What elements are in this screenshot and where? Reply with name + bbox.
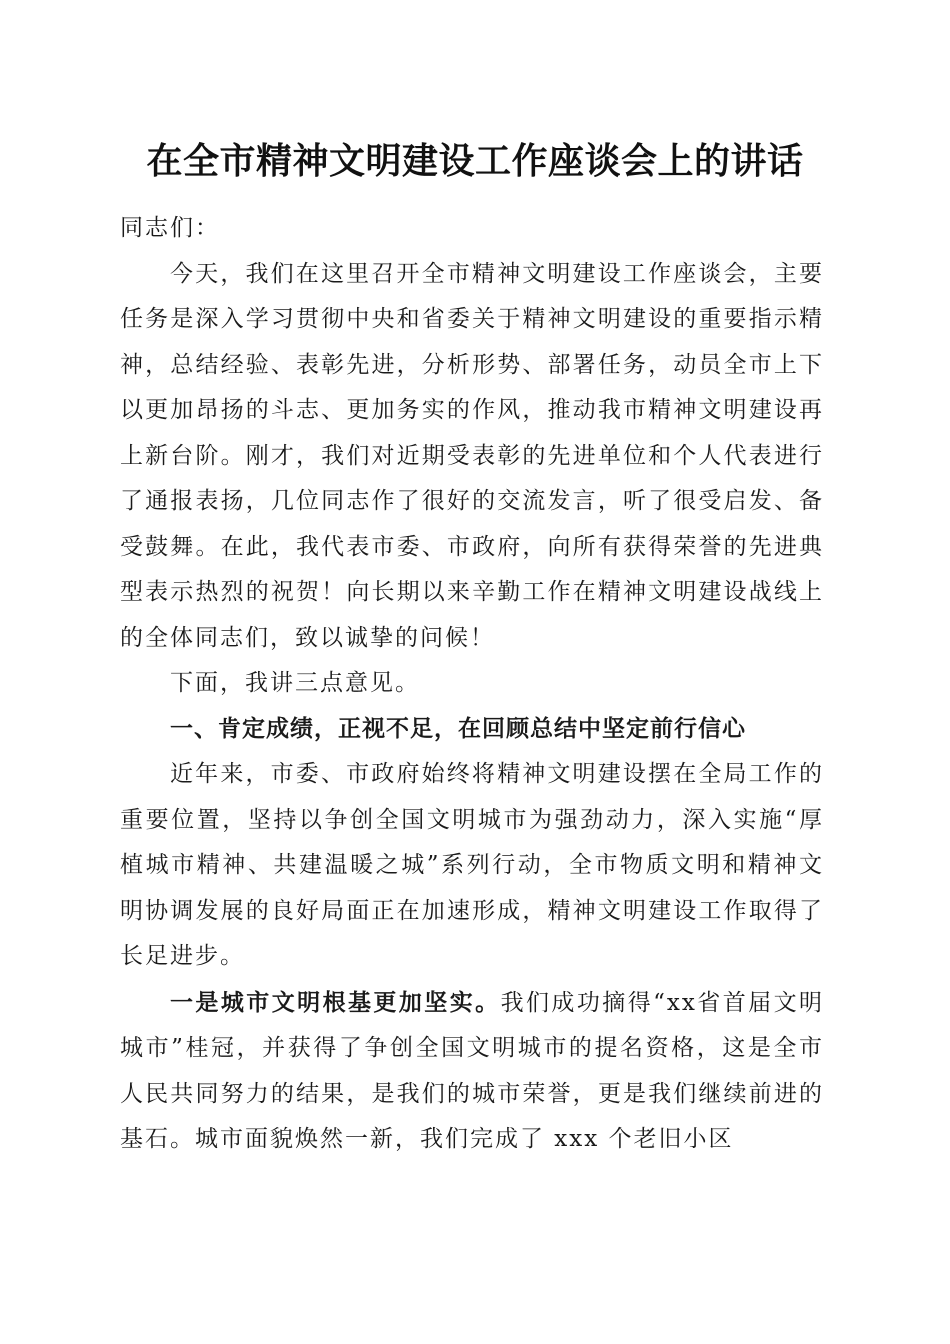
paragraph-review: 近年来，市委、市政府始终将精神文明建设摆在全局工作的重要位置，坚持以争创全国文明城市为强劲动力，深入实施“厚植城市精神、共建温暖之城”系列行动，全市物质文明和精神文明协调发展的良好局面正在加速形成，精神文明建设工作取得了长足进步。	[120, 761, 824, 969]
section-heading: 一、肯定成绩，正视不足，在回顾总结中坚定前行信心	[170, 715, 746, 742]
paragraph-opening: 今天，我们在这里召开全市精神文明建设工作座谈会，主要任务是深入学习贯彻中央和省委关于精神文明建设的重要指示精神，总结经验、表彰先进，分析形势、部署任务，动员全市上下以更加昂扬的斗志、更加务实的作风，推动我市精神文明建设再上新台阶。刚才，我们对近期受表彰的先进单位和个人代表进行了通报表扬，几位同志作了很好的交流发言，听了很受启发、备受鼓舞。在此，我代表市委、市政府，向所有获得荣誉的先进典型表示热烈的祝贺！向长期以来辛勤工作在精神文明建设战线上的全体同志们，致以诚挚的问候！	[120, 260, 824, 651]
paragraph-transition: 下面，我讲三点意见。	[170, 670, 420, 696]
salutation: 同志们：	[120, 215, 220, 241]
paragraph-point-one	[120, 980, 824, 1163]
point-one-lead: 一是城市文明根基更加坚实。	[170, 988, 501, 1016]
point-one-body: 我们成功摘得“xx省首届文明城市”桂冠，并获得了争创全国文明城市的提名资格，这是全市人民共同努力的结果，是我们的城市荣誉，更是我们继续前进的基石。城市面貌焕然一新，我们完成了 xxx 个老旧小区	[120, 989, 824, 1152]
document-body	[120, 206, 824, 1163]
document-title: 在全市精神文明建设工作座谈会上的讲话	[146, 140, 804, 182]
